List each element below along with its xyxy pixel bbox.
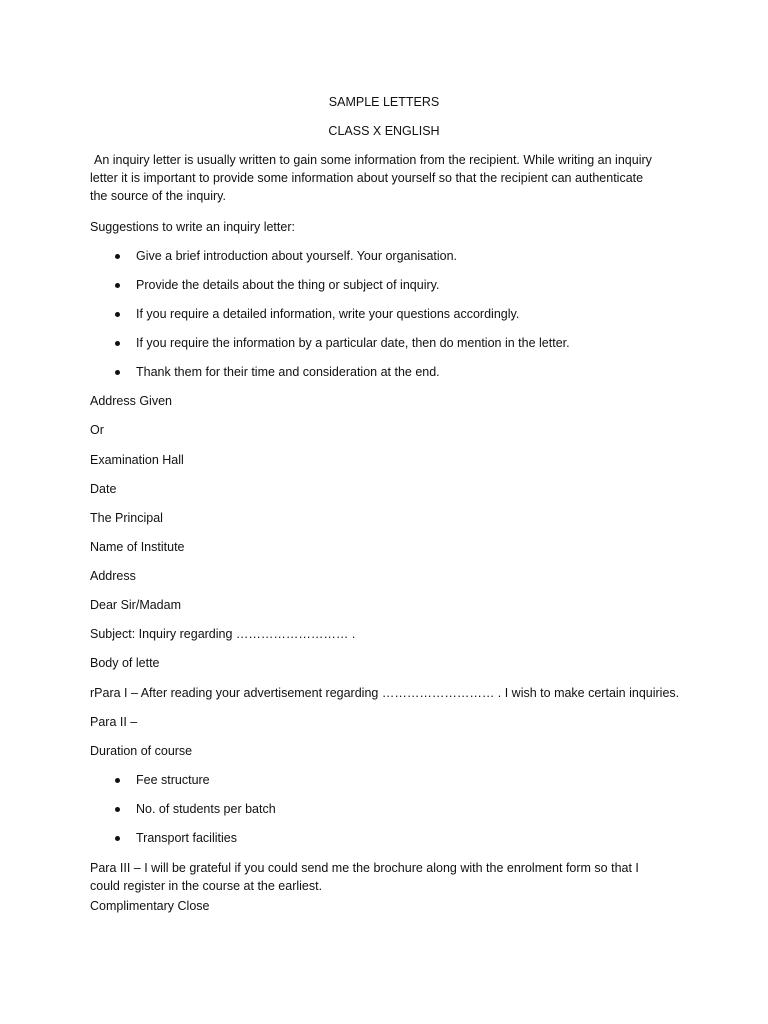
or-label: Or <box>90 423 104 437</box>
para-3-line-2: could register in the course at the earliest. <box>90 879 323 893</box>
salutation: Dear Sir/Madam <box>90 598 181 612</box>
suggestions-list <box>90 247 570 381</box>
intro-line-2: letter it is important to provide some information about yourself so that the recipient can authenticate <box>90 171 644 185</box>
list-item: No. of students per batch <box>90 800 276 818</box>
principal-label: The Principal <box>90 511 163 525</box>
details-list <box>90 771 276 847</box>
bullet-icon <box>115 778 120 783</box>
list-item: Thank them for their time and consideration at the end. <box>90 363 570 381</box>
para-2: Para II – <box>90 715 138 729</box>
list-item: If you require the information by a particular date, then do mention in the letter. <box>90 334 570 352</box>
document-subtitle: CLASS X ENGLISH <box>328 124 440 138</box>
list-item: Give a brief introduction about yourself. Your organisation. <box>90 247 570 265</box>
intro-line-3: the source of the inquiry. <box>90 189 226 203</box>
bullet-icon <box>115 254 120 259</box>
institute-label: Name of Institute <box>90 540 185 554</box>
subject-line: Subject: Inquiry regarding ……………………… . <box>90 627 356 641</box>
address-given: Address Given <box>90 394 172 408</box>
para-1: rPara I – After reading your advertisement regarding ……………………… . I wish to make certain inquiries. <box>90 686 680 700</box>
list-item: Provide the details about the thing or subject of inquiry. <box>90 276 570 294</box>
duration-label: Duration of course <box>90 744 193 758</box>
bullet-icon <box>115 283 120 288</box>
suggestions-heading: Suggestions to write an inquiry letter: <box>90 220 295 234</box>
list-item: Transport facilities <box>90 829 276 847</box>
address-label: Address <box>90 569 136 583</box>
exam-hall: Examination Hall <box>90 453 184 467</box>
body-label: Body of lette <box>90 656 160 670</box>
document-title: SAMPLE LETTERS <box>328 95 440 109</box>
para-3-line-1: Para III – I will be grateful if you could send me the brochure along with the enrolment form so that I <box>90 861 639 875</box>
intro-line-1: An inquiry letter is usually written to gain some information from the recipient. While writing an inquiry <box>94 153 652 167</box>
bullet-icon <box>115 370 120 375</box>
bullet-icon <box>115 341 120 346</box>
bullet-icon <box>115 836 120 841</box>
bullet-icon <box>115 312 120 317</box>
bullet-icon <box>115 807 120 812</box>
date-label: Date <box>90 482 117 496</box>
complimentary-close: Complimentary Close <box>90 899 210 913</box>
list-item: Fee structure <box>90 771 276 789</box>
list-item: If you require a detailed information, write your questions accordingly. <box>90 305 570 323</box>
